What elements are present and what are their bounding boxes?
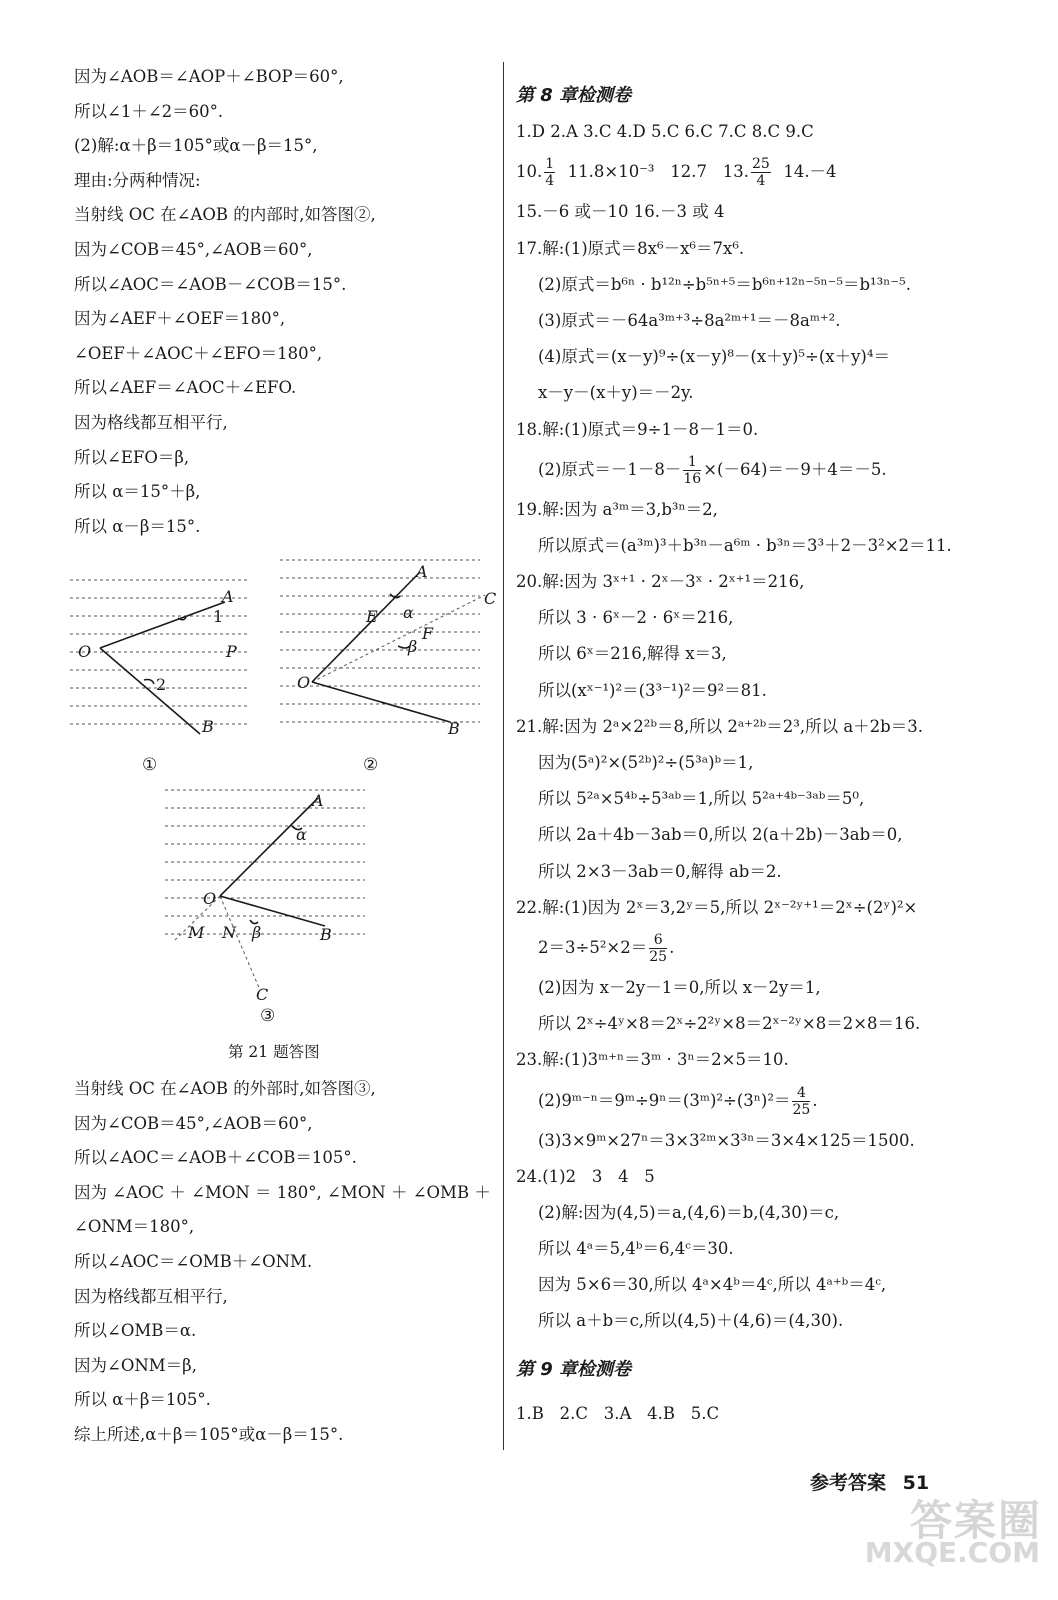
fraction: $\frac{1}{16}$	[683, 453, 702, 487]
fig3-label-a: A	[312, 791, 324, 810]
fig3-label-m: M	[188, 923, 205, 942]
fraction: $\frac{6}{25}$	[649, 931, 668, 965]
answer-20-line: 20.解:因为 3ˣ⁺¹ · 2ˣ－3ˣ · 2ˣ⁺¹＝216,	[516, 572, 805, 592]
fraction: $\frac{4}{25}$	[792, 1084, 811, 1118]
text-line: 所以∠AOC＝∠AOB＋∠COB＝105°.	[74, 1148, 357, 1168]
fraction: $\frac{1}{4}$	[545, 156, 555, 190]
answer-18-line: (2)原式＝－1－8－ $\frac{1}{16}$ ×(－64)＝－9＋4＝－5.	[538, 453, 887, 487]
left-column-bottom	[74, 1072, 494, 1453]
answer-21-line: 所以 2a＋4b－3ab＝0,所以 2(a＋2b)－3ab＝0,	[538, 825, 903, 845]
figure-number-2: ②	[363, 755, 379, 775]
fig2-label-alpha: α	[403, 603, 414, 622]
text-line: 所以∠1＋∠2＝60°.	[74, 101, 224, 121]
ch8-fill-in: 10. $\frac{1}{4}$ 11.8×10⁻³ 12.7 13. $\frac{25}{4}$ 14.－4	[516, 156, 837, 190]
text-line: 当射线 OC 在∠AOB 的外部时,如答图③,	[74, 1079, 376, 1098]
text-line: 综上所述,α＋β＝105°或α－β＝15°.	[74, 1424, 344, 1444]
answer-20-line: 所以(xˣ⁻¹)²＝(3³⁻¹)²＝9²＝81.	[538, 680, 767, 700]
answer-17-line: x－y－(x＋y)＝－2y.	[538, 383, 694, 403]
text-line: 因为∠AOB＝∠AOP＋∠BOP＝60°,	[74, 67, 344, 86]
fraction: $\frac{25}{4}$	[752, 156, 770, 190]
answer-22-line: 22.解:(1)因为 2ˣ＝3,2ʸ＝5,所以 2ˣ⁻²ʸ⁺¹＝2ˣ÷(2ʸ)²×	[516, 897, 918, 917]
answer-21-line: 所以 5²ᵃ×5⁴ᵇ÷5³ᵃᵇ＝1,所以 5²ᵃ⁺⁴ᵇ⁻³ᵃᵇ＝5⁰,	[538, 789, 865, 809]
watermark-url: MXQE.COM	[864, 1536, 1040, 1569]
ch8-multiple-choice: 1.D 2.A 3.C 4.D 5.C 6.C 7.C 8.C 9.C	[516, 122, 814, 142]
answer-18-line: 18.解:(1)原式＝9÷1－8－1＝0.	[516, 419, 759, 439]
fig2-label-f: F	[422, 624, 434, 643]
text-line: 因为格线都互相平行,	[74, 1286, 228, 1306]
answer-24-line: (2)解:因为(4,5)＝a,(4,6)＝b,(4,30)＝c,	[538, 1202, 840, 1222]
text-line: 因为格线都互相平行,	[74, 412, 228, 432]
fig3-label-o: O	[203, 889, 217, 908]
fig1-label-b: B	[202, 717, 214, 736]
answer-15-16: 15.－6 或－10 16.－3 或 4	[516, 202, 725, 222]
left-column	[74, 60, 494, 544]
text-line: 因为 ∠AOC ＋ ∠MON ＝ 180°, ∠MON ＋ ∠OMB ＋	[74, 1182, 491, 1202]
answer-21-line: 所以 2×3－3ab＝0,解得 ab＝2.	[538, 861, 782, 881]
answer-17-line: (4)原式＝(x－y)⁹÷(x－y)⁸－(x＋y)⁵÷(x＋y)⁴＝	[538, 347, 890, 367]
figure-number-1: ①	[142, 755, 158, 775]
answer-19-line: 19.解:因为 a³ᵐ＝3,b³ⁿ＝2,	[516, 499, 718, 519]
text-line: 因为∠AEF＋∠OEF＝180°,	[74, 309, 286, 329]
geometry-diagrams	[60, 550, 497, 1030]
answer-17-line: (2)原式＝b⁶ⁿ · b¹²ⁿ÷b⁵ⁿ⁺⁵＝b⁶ⁿ⁺¹²ⁿ⁻⁵ⁿ⁻⁵＝b¹³ⁿ⁻⁵.	[538, 274, 911, 294]
text-line: 所以∠OMB＝α.	[74, 1321, 197, 1341]
text-line: 所以 α＋β＝105°.	[74, 1390, 211, 1410]
fig1-label-2: 2	[156, 675, 167, 694]
fig1-label-p: P	[226, 642, 237, 661]
text-line: 当射线 OC 在∠AOB 的内部时,如答图②,	[74, 205, 376, 225]
text-line: 所以∠AEF＝∠AOC＋∠EFO.	[74, 378, 297, 398]
fig2-label-o: O	[297, 673, 311, 692]
ch9-multiple-choice: 1.B 2.C 3.A 4.B 5.C	[516, 1403, 720, 1423]
text-line: (2)解:α＋β＝105°或α－β＝15°,	[74, 136, 318, 156]
answer-22-line: 2＝3÷5²×2＝ $\frac{6}{25}$ .	[538, 931, 675, 965]
text-line: ∠ONM＝180°,	[74, 1217, 195, 1237]
figure-caption: 第 21 题答图	[228, 1043, 320, 1061]
answer-24-line: 所以 a＋b＝c,所以(4,5)＋(4,6)＝(4,30).	[538, 1311, 844, 1331]
fig1-label-a: A	[222, 587, 234, 606]
figure-number-3: ③	[260, 1006, 276, 1026]
fig2-label-beta: β	[408, 637, 418, 656]
fig3-label-alpha: α	[296, 825, 307, 844]
answer-22-line: (2)因为 x－2y－1＝0,所以 x－2y＝1,	[538, 977, 821, 997]
chapter-8-title: 第 8 章检测卷	[516, 85, 632, 106]
text-line: 因为∠COB＝45°,∠AOB＝60°,	[74, 1113, 313, 1133]
answer-23-line: (2)9ᵐ⁻ⁿ＝9ᵐ÷9ⁿ＝(3ᵐ)²÷(3ⁿ)²＝ $\frac{4}{25}$ .	[538, 1084, 818, 1118]
footer-label: 参考答案	[810, 1472, 887, 1494]
fig2-label-a: A	[416, 562, 428, 581]
text-line: 所以∠AOC＝∠OMB＋∠ONM.	[74, 1251, 313, 1271]
answer-24-line: 因为 5×6＝30,所以 4ᵃ×4ᵇ＝4ᶜ,所以 4ᵃ⁺ᵇ＝4ᶜ,	[538, 1275, 887, 1295]
answer-21-line: 因为(5ᵃ)²×(5²ᵇ)²÷(5³ᵃ)ᵇ＝1,	[538, 753, 754, 772]
text-line: 理由:分两种情况:	[74, 170, 201, 190]
fig2-label-c: C	[484, 589, 497, 608]
fig3-label-n: N	[222, 923, 236, 942]
answer-20-line: 所以 6ˣ＝216,解得 x＝3,	[538, 644, 727, 664]
answer-24-line: 24.(1)2 3 4 5	[516, 1166, 655, 1186]
answer-23-line: (3)3×9ᵐ×27ⁿ＝3×3²ᵐ×3³ⁿ＝3×4×125＝1500.	[538, 1130, 915, 1150]
text-line: 因为∠COB＝45°,∠AOB＝60°,	[74, 239, 313, 259]
chapter-9-title: 第 9 章检测卷	[516, 1358, 632, 1380]
answer-23-line: 23.解:(1)3ᵐ⁺ⁿ＝3ᵐ · 3ⁿ＝2×5＝10.	[516, 1050, 789, 1070]
answer-17-line: 17.解:(1)原式＝8x⁶－x⁶＝7x⁶.	[516, 238, 745, 258]
fig3-label-b: B	[320, 925, 332, 944]
answer-19-line: 所以原式＝(a³ᵐ)³＋b³ⁿ－a⁶ᵐ · b³ⁿ＝3³＋2－3²×2＝11.	[538, 535, 952, 555]
answer-figure-21	[60, 550, 497, 1070]
answer-21-line: 21.解:因为 2ᵃ×2²ᵇ＝8,所以 2ᵃ⁺²ᵇ＝2³,所以 a＋2b＝3.	[516, 716, 923, 736]
answer-22-line: 所以 2ˣ÷4ʸ×8＝2ˣ÷2²ʸ×8＝2ˣ⁻²ʸ×8＝2×8＝16.	[538, 1014, 921, 1034]
fig1-label-1: 1	[213, 607, 224, 626]
text-line: 所以 α＝15°＋β,	[74, 482, 201, 502]
text-line: 因为∠ONM＝β,	[74, 1355, 197, 1375]
watermark-logo: 答案圈	[909, 1496, 1042, 1545]
answer-24-line: 所以 4ᵃ＝5,4ᵇ＝6,4ᶜ＝30.	[538, 1239, 734, 1259]
fig2-label-e: E	[366, 607, 378, 626]
answer-20-line: 所以 3 · 6ˣ－2 · 6ˣ＝216,	[538, 608, 734, 628]
fig3-label-beta: β	[252, 923, 262, 942]
fig2-label-b: B	[448, 719, 460, 738]
column-divider	[503, 62, 504, 1450]
text-line: 所以∠AOC＝∠AOB－∠COB＝15°.	[74, 274, 347, 294]
right-column	[516, 78, 986, 1432]
page-number: 51	[902, 1472, 930, 1494]
text-line: ∠OEF＋∠AOC＋∠EFO＝180°,	[74, 343, 323, 363]
answer-17-line: (3)原式＝－64a³ᵐ⁺³÷8a²ᵐ⁺¹＝－8aᵐ⁺².	[538, 310, 841, 330]
fig1-label-o: O	[78, 642, 92, 661]
text-line: 所以 α－β＝15°.	[74, 516, 201, 536]
fig3-label-c: C	[256, 985, 269, 1004]
text-line: 所以∠EFO＝β,	[74, 447, 190, 467]
